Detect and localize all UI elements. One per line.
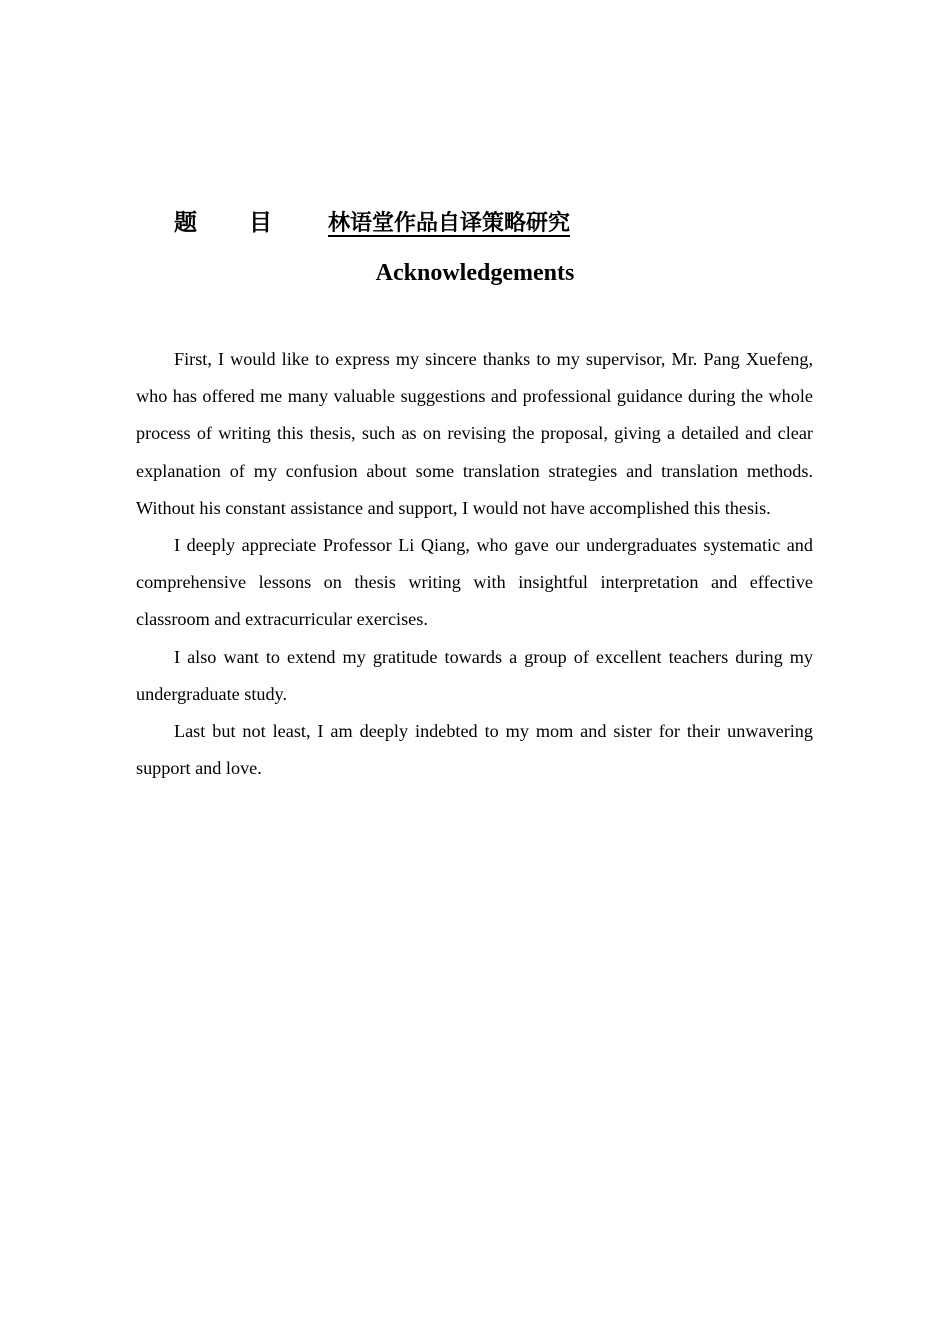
acknowledgements-heading: Acknowledgements: [375, 260, 575, 286]
thesis-title-line: [174, 206, 604, 240]
paragraph-professor: I deeply appreciate Professor Li Qiang, who gave our undergraduates systematic and comprehensive lessons on thesis writing with insightful interpretation and effective classroom and extracurricular exercises.: [136, 535, 813, 630]
paragraph-family: Last but not least, I am deeply indebted to my mom and sister for their unwavering support and love.: [136, 721, 813, 779]
paragraph-teachers: I also want to extend my gratitude towards a group of excellent teachers during my undergraduate study.: [136, 646, 813, 704]
paragraph-supervisor: First, I would like to express my sincere thanks to my supervisor, Mr. Pang Xuefeng, who has offered me many valuable suggestions and professional guidance during the whole process of writing this thesis, such as on revising the proposal, giving a detailed and clear explanation of my confusion about some translation strategies and translation methods. Without his constant assistance and support, I would not have accomplished this thesis.: [136, 349, 813, 518]
thesis-title: 林语堂作品自译策略研究: [328, 210, 571, 236]
acknowledgements-body: [136, 341, 813, 787]
title-label: 题 目: [174, 209, 295, 236]
